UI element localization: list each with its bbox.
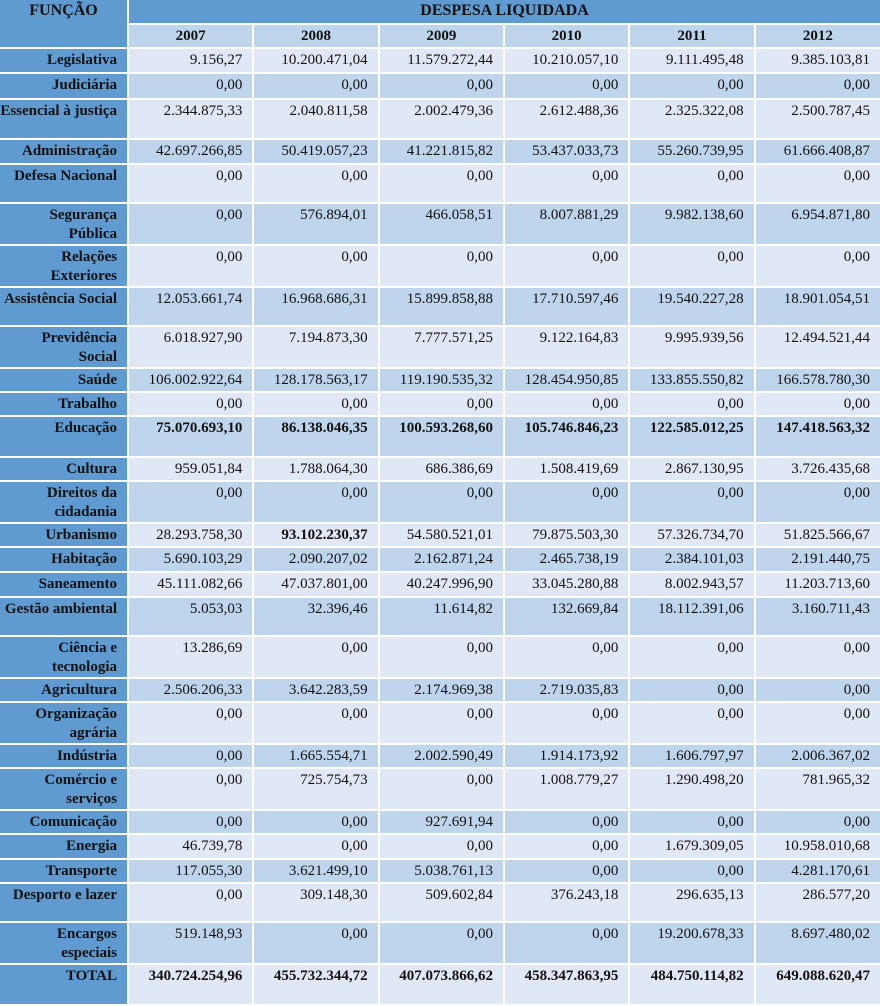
value-cell: 0,00 xyxy=(629,392,754,416)
header-row xyxy=(0,0,880,24)
value-cell: 0,00 xyxy=(755,810,880,834)
year-header: 2007 xyxy=(128,24,253,48)
value-cell: 2.384.101,03 xyxy=(629,547,754,572)
value-cell: 10.200.471,04 xyxy=(253,48,378,73)
value-cell: 0,00 xyxy=(379,636,504,678)
value-cell: 0,00 xyxy=(504,392,629,416)
value-cell: 0,00 xyxy=(128,164,253,203)
value-cell: 11.203.713,60 xyxy=(755,572,880,597)
function-label: Desporto e lazer xyxy=(0,883,128,922)
value-cell: 9.156,27 xyxy=(128,48,253,73)
value-cell: 309.148,30 xyxy=(253,883,378,922)
value-cell: 3.160.711,43 xyxy=(755,597,880,636)
value-cell: 128.454.950,85 xyxy=(504,368,629,392)
value-cell: 0,00 xyxy=(379,922,504,964)
value-cell: 0,00 xyxy=(755,73,880,99)
value-cell: 0,00 xyxy=(755,164,880,203)
value-cell: 1.679.309,05 xyxy=(629,834,754,859)
value-cell: 2.090.207,02 xyxy=(253,547,378,572)
function-label: Relações Exteriores xyxy=(0,245,128,287)
value-cell: 12.494.521,44 xyxy=(755,326,880,368)
value-cell: 1.665.554,71 xyxy=(253,744,378,768)
value-cell: 40.247.996,90 xyxy=(379,572,504,597)
value-cell: 0,00 xyxy=(379,834,504,859)
value-cell: 519.148,93 xyxy=(128,922,253,964)
function-label: TOTAL xyxy=(0,964,128,1005)
value-cell: 1.008.779,27 xyxy=(504,768,629,810)
value-cell: 0,00 xyxy=(253,73,378,99)
value-cell: 122.585.012,25 xyxy=(629,416,754,457)
table-row xyxy=(0,597,880,636)
value-cell: 133.855.550,82 xyxy=(629,368,754,392)
year-header: 2008 xyxy=(253,24,378,48)
value-cell: 2.344.875,33 xyxy=(128,99,253,139)
value-cell: 2.040.811,58 xyxy=(253,99,378,139)
value-cell: 17.710.597,46 xyxy=(504,287,629,326)
value-cell: 55.260.739,95 xyxy=(629,139,754,164)
value-cell: 12.053.661,74 xyxy=(128,287,253,326)
value-cell: 2.500.787,45 xyxy=(755,99,880,139)
value-cell: 0,00 xyxy=(253,810,378,834)
table-row xyxy=(0,922,880,964)
value-cell: 147.418.563,32 xyxy=(755,416,880,457)
value-cell: 15.899.858,88 xyxy=(379,287,504,326)
value-cell: 286.577,20 xyxy=(755,883,880,922)
value-cell: 725.754,73 xyxy=(253,768,378,810)
value-cell: 47.037.801,00 xyxy=(253,572,378,597)
year-header: 2012 xyxy=(755,24,880,48)
value-cell: 0,00 xyxy=(128,73,253,99)
value-cell: 340.724.254,96 xyxy=(128,964,253,1005)
total-row xyxy=(0,964,880,1005)
value-cell: 117.055,30 xyxy=(128,859,253,883)
value-cell: 2.191.440,75 xyxy=(755,547,880,572)
value-cell: 3.642.283,59 xyxy=(253,678,378,702)
value-cell: 45.111.082,66 xyxy=(128,572,253,597)
value-cell: 1.606.797,97 xyxy=(629,744,754,768)
value-cell: 407.073.866,62 xyxy=(379,964,504,1005)
value-cell: 2.002.479,36 xyxy=(379,99,504,139)
value-cell: 0,00 xyxy=(629,245,754,287)
value-cell: 0,00 xyxy=(504,859,629,883)
value-cell: 32.396,46 xyxy=(253,597,378,636)
value-cell: 296.635,13 xyxy=(629,883,754,922)
value-cell: 2.002.590,49 xyxy=(379,744,504,768)
value-cell: 5.690.103,29 xyxy=(128,547,253,572)
value-cell: 54.580.521,01 xyxy=(379,523,504,547)
value-cell: 0,00 xyxy=(128,883,253,922)
value-cell: 7.777.571,25 xyxy=(379,326,504,368)
value-cell: 0,00 xyxy=(253,922,378,964)
table-row xyxy=(0,164,880,203)
function-label: Agricultura xyxy=(0,678,128,702)
value-cell: 42.697.266,85 xyxy=(128,139,253,164)
value-cell: 2.006.367,02 xyxy=(755,744,880,768)
value-cell: 0,00 xyxy=(379,768,504,810)
table-row xyxy=(0,768,880,810)
value-cell: 0,00 xyxy=(504,481,629,523)
value-cell: 10.958.010,68 xyxy=(755,834,880,859)
value-cell: 1.788.064,30 xyxy=(253,457,378,481)
value-cell: 100.593.268,60 xyxy=(379,416,504,457)
value-cell: 0,00 xyxy=(504,922,629,964)
value-cell: 0,00 xyxy=(629,73,754,99)
table-row xyxy=(0,287,880,326)
table-row xyxy=(0,326,880,368)
function-label: Comunicação xyxy=(0,810,128,834)
table-row xyxy=(0,859,880,883)
value-cell: 466.058,51 xyxy=(379,203,504,245)
value-cell: 51.825.566,67 xyxy=(755,523,880,547)
value-cell: 7.194.873,30 xyxy=(253,326,378,368)
function-label: Transporte xyxy=(0,859,128,883)
value-cell: 2.867.130,95 xyxy=(629,457,754,481)
value-cell: 0,00 xyxy=(629,164,754,203)
value-cell: 0,00 xyxy=(253,702,378,744)
value-cell: 79.875.503,30 xyxy=(504,523,629,547)
value-cell: 0,00 xyxy=(755,678,880,702)
table-row xyxy=(0,203,880,245)
value-cell: 1.914.173,92 xyxy=(504,744,629,768)
value-cell: 376.243,18 xyxy=(504,883,629,922)
value-cell: 2.465.738,19 xyxy=(504,547,629,572)
function-label: Legislativa xyxy=(0,48,128,73)
function-label: Habitação xyxy=(0,547,128,572)
value-cell: 0,00 xyxy=(128,245,253,287)
value-cell: 2.612.488,36 xyxy=(504,99,629,139)
value-cell: 10.210.057,10 xyxy=(504,48,629,73)
value-cell: 0,00 xyxy=(128,810,253,834)
value-cell: 0,00 xyxy=(629,859,754,883)
value-cell: 0,00 xyxy=(755,636,880,678)
table-row xyxy=(0,678,880,702)
table-row xyxy=(0,523,880,547)
value-cell: 9.982.138,60 xyxy=(629,203,754,245)
function-label: Trabalho xyxy=(0,392,128,416)
value-cell: 57.326.734,70 xyxy=(629,523,754,547)
table-row xyxy=(0,834,880,859)
value-cell: 0,00 xyxy=(128,768,253,810)
value-cell: 5.038.761,13 xyxy=(379,859,504,883)
value-cell: 106.002.922,64 xyxy=(128,368,253,392)
header-expense-group: DESPESA LIQUIDADA xyxy=(128,0,880,24)
value-cell: 132.669,84 xyxy=(504,597,629,636)
header-function: FUNÇÃO xyxy=(0,0,128,48)
table-row xyxy=(0,48,880,73)
value-cell: 0,00 xyxy=(504,245,629,287)
value-cell: 5.053,03 xyxy=(128,597,253,636)
value-cell: 33.045.280,88 xyxy=(504,572,629,597)
value-cell: 128.178.563,17 xyxy=(253,368,378,392)
value-cell: 11.614,82 xyxy=(379,597,504,636)
value-cell: 0,00 xyxy=(128,392,253,416)
function-label: Segurança Pública xyxy=(0,203,128,245)
value-cell: 484.750.114,82 xyxy=(629,964,754,1005)
value-cell: 16.968.686,31 xyxy=(253,287,378,326)
value-cell: 0,00 xyxy=(755,481,880,523)
function-label: Direitos da cidadania xyxy=(0,481,128,523)
function-label: Gestão ambiental xyxy=(0,597,128,636)
value-cell: 0,00 xyxy=(629,702,754,744)
value-cell: 2.719.035,83 xyxy=(504,678,629,702)
function-label: Comércio e serviços xyxy=(0,768,128,810)
value-cell: 0,00 xyxy=(755,702,880,744)
value-cell: 455.732.344,72 xyxy=(253,964,378,1005)
value-cell: 0,00 xyxy=(629,810,754,834)
value-cell: 2.325.322,08 xyxy=(629,99,754,139)
function-label: Defesa Nacional xyxy=(0,164,128,203)
value-cell: 781.965,32 xyxy=(755,768,880,810)
value-cell: 0,00 xyxy=(755,392,880,416)
value-cell: 0,00 xyxy=(379,73,504,99)
value-cell: 50.419.057,23 xyxy=(253,139,378,164)
function-label: Energia xyxy=(0,834,128,859)
value-cell: 458.347.863,95 xyxy=(504,964,629,1005)
table-row xyxy=(0,139,880,164)
value-cell: 927.691,94 xyxy=(379,810,504,834)
value-cell: 6.018.927,90 xyxy=(128,326,253,368)
function-label: Saúde xyxy=(0,368,128,392)
value-cell: 8.697.480,02 xyxy=(755,922,880,964)
value-cell: 0,00 xyxy=(379,481,504,523)
value-cell: 105.746.846,23 xyxy=(504,416,629,457)
value-cell: 0,00 xyxy=(128,744,253,768)
value-cell: 4.281.170,61 xyxy=(755,859,880,883)
value-cell: 9.995.939,56 xyxy=(629,326,754,368)
value-cell: 0,00 xyxy=(504,810,629,834)
table-row xyxy=(0,99,880,139)
value-cell: 8.002.943,57 xyxy=(629,572,754,597)
value-cell: 686.386,69 xyxy=(379,457,504,481)
value-cell: 119.190.535,32 xyxy=(379,368,504,392)
table-row xyxy=(0,810,880,834)
value-cell: 41.221.815,82 xyxy=(379,139,504,164)
value-cell: 0,00 xyxy=(504,834,629,859)
table-row xyxy=(0,636,880,678)
function-label: Educação xyxy=(0,416,128,457)
value-cell: 0,00 xyxy=(379,245,504,287)
value-cell: 0,00 xyxy=(629,481,754,523)
value-cell: 0,00 xyxy=(253,245,378,287)
value-cell: 8.007.881,29 xyxy=(504,203,629,245)
value-cell: 86.138.046,35 xyxy=(253,416,378,457)
table-row xyxy=(0,392,880,416)
value-cell: 53.437.033,73 xyxy=(504,139,629,164)
value-cell: 13.286,69 xyxy=(128,636,253,678)
function-label: Cultura xyxy=(0,457,128,481)
value-cell: 0,00 xyxy=(253,636,378,678)
value-cell: 0,00 xyxy=(253,834,378,859)
value-cell: 1.508.419,69 xyxy=(504,457,629,481)
value-cell: 11.579.272,44 xyxy=(379,48,504,73)
value-cell: 3.726.435,68 xyxy=(755,457,880,481)
value-cell: 46.739,78 xyxy=(128,834,253,859)
function-label: Previdência Social xyxy=(0,326,128,368)
function-label: Ciência e tecnologia xyxy=(0,636,128,678)
value-cell: 0,00 xyxy=(128,481,253,523)
table-body xyxy=(0,48,880,1005)
table-row xyxy=(0,702,880,744)
value-cell: 0,00 xyxy=(379,164,504,203)
value-cell: 28.293.758,30 xyxy=(128,523,253,547)
value-cell: 2.174.969,38 xyxy=(379,678,504,702)
year-header: 2011 xyxy=(629,24,754,48)
value-cell: 0,00 xyxy=(253,481,378,523)
function-label: Organização agrária xyxy=(0,702,128,744)
function-label: Judiciária xyxy=(0,73,128,99)
value-cell: 0,00 xyxy=(504,164,629,203)
value-cell: 509.602,84 xyxy=(379,883,504,922)
value-cell: 0,00 xyxy=(253,164,378,203)
function-label: Urbanismo xyxy=(0,523,128,547)
value-cell: 19.540.227,28 xyxy=(629,287,754,326)
value-cell: 0,00 xyxy=(128,702,253,744)
value-cell: 959.051,84 xyxy=(128,457,253,481)
value-cell: 3.621.499,10 xyxy=(253,859,378,883)
year-row xyxy=(0,24,880,48)
value-cell: 9.385.103,81 xyxy=(755,48,880,73)
function-label: Indústria xyxy=(0,744,128,768)
value-cell: 19.200.678,33 xyxy=(629,922,754,964)
table-row xyxy=(0,547,880,572)
value-cell: 0,00 xyxy=(379,392,504,416)
table-row xyxy=(0,416,880,457)
value-cell: 0,00 xyxy=(629,678,754,702)
table-row xyxy=(0,744,880,768)
table-row xyxy=(0,245,880,287)
value-cell: 0,00 xyxy=(253,392,378,416)
value-cell: 61.666.408,87 xyxy=(755,139,880,164)
table-row xyxy=(0,457,880,481)
value-cell: 6.954.871,80 xyxy=(755,203,880,245)
function-label: Administração xyxy=(0,139,128,164)
year-header: 2010 xyxy=(504,24,629,48)
value-cell: 18.901.054,51 xyxy=(755,287,880,326)
table-row xyxy=(0,572,880,597)
value-cell: 0,00 xyxy=(128,203,253,245)
year-header: 2009 xyxy=(379,24,504,48)
value-cell: 93.102.230,37 xyxy=(253,523,378,547)
value-cell: 2.506.206,33 xyxy=(128,678,253,702)
value-cell: 0,00 xyxy=(755,245,880,287)
value-cell: 576.894,01 xyxy=(253,203,378,245)
function-label: Essencial à justiça xyxy=(0,99,128,139)
value-cell: 0,00 xyxy=(504,73,629,99)
value-cell: 9.111.495,48 xyxy=(629,48,754,73)
function-label: Assistência Social xyxy=(0,287,128,326)
value-cell: 0,00 xyxy=(379,702,504,744)
value-cell: 1.290.498,20 xyxy=(629,768,754,810)
value-cell: 18.112.391,06 xyxy=(629,597,754,636)
value-cell: 649.088.620,47 xyxy=(755,964,880,1005)
value-cell: 166.578.780,30 xyxy=(755,368,880,392)
value-cell: 2.162.871,24 xyxy=(379,547,504,572)
value-cell: 9.122.164,83 xyxy=(504,326,629,368)
value-cell: 75.070.693,10 xyxy=(128,416,253,457)
table-row xyxy=(0,883,880,922)
value-cell: 0,00 xyxy=(629,636,754,678)
table-row xyxy=(0,368,880,392)
table-row xyxy=(0,481,880,523)
table-row xyxy=(0,73,880,99)
value-cell: 0,00 xyxy=(504,636,629,678)
function-label: Encargos especiais xyxy=(0,922,128,964)
value-cell: 0,00 xyxy=(504,702,629,744)
function-label: Saneamento xyxy=(0,572,128,597)
